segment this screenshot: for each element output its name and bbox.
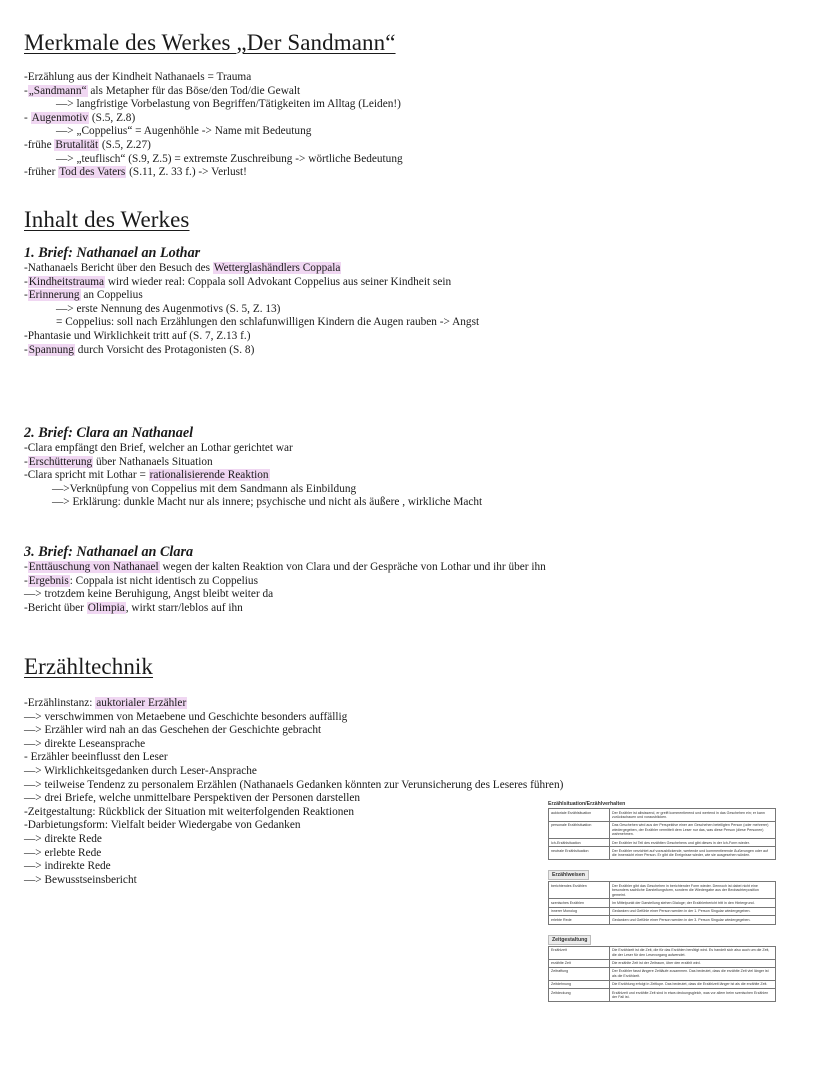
highlighted-text: Spannung xyxy=(28,343,74,356)
table-row xyxy=(549,967,776,980)
line-text: -Darbietungsform: Vielfalt beider Wiedergabe von Gedanken xyxy=(24,819,301,832)
table-zeitgestaltung xyxy=(548,946,776,1002)
table-cell-term: Ich-Erzählsituation xyxy=(549,839,610,847)
line-text: —> drei Briefe, welche unmittelbare Perspektiven der Personen darstellen xyxy=(24,792,361,805)
list-item xyxy=(24,153,814,167)
line-text: - xyxy=(24,455,28,468)
highlighted-text: Augenmotiv xyxy=(31,111,89,124)
highlighted-text: Wetterglashändlers Coppala xyxy=(213,262,341,274)
line-text: —> trotzdem keine Beruhigung, Angst bleibt weiter da xyxy=(24,588,274,601)
line-text: -Clara empfängt den Brief, welcher an Lothar gerichtet war xyxy=(24,442,293,454)
table-cell-definition: Der Erzähler verzichtet auf vorausblickende, wertende und kommentierende Äußerungen oder auf die Innensicht einer Person. Er gibt die Ereignisse wieder, wie sie ausgesehen würden. xyxy=(610,847,776,860)
line-text: —> teilweise Tendenz zu personalem Erzählen (Nathanaels Gedanken könnten zur Verunsicherung des Leseres führen) xyxy=(24,778,564,791)
table-row xyxy=(549,980,776,988)
line-text: -frühe xyxy=(24,138,55,151)
table-cell-term: Zeitdehnung xyxy=(549,980,610,988)
table-cell-term: berichtendes Erzählen xyxy=(549,882,610,899)
line-text: als Metapher für das Böse/den Tod/die Gewalt xyxy=(87,84,301,97)
line-text: - xyxy=(24,275,28,288)
line-text: —> erste Nennung des Augenmotivs (S. 5, Z. 13) xyxy=(56,302,281,315)
list-item xyxy=(24,71,814,85)
table-cell-definition: Erzählzeit und erzählte Zeit sind in etwa deckungsgleich, was vor allem beim szenischen Erzählen der Fall ist. xyxy=(610,989,776,1002)
table-row xyxy=(549,847,776,860)
line-text: über Nathanaels Situation xyxy=(93,455,213,468)
line-text: —> Wirklichkeitsgedanken durch Leser-Ansprache xyxy=(24,764,257,777)
table-row xyxy=(549,916,776,924)
line-text: —> Erklärung: dunkle Macht nur als innere; psychische und nicht als äußere , wirkliche Macht xyxy=(52,496,483,509)
line-text: (S.5, Z.27) xyxy=(99,138,151,151)
line-text: (S.5, Z.8) xyxy=(89,111,136,124)
table-cell-definition: Die Erzählung erfolgt in Zeitlupe. Das bedeutet, dass die Erzählzeit länger ist als die erzählte Zeit. xyxy=(610,980,776,988)
line-text: —> verschwimmen von Metaebene und Geschichte besonders auffällig xyxy=(24,710,348,723)
highlighted-text: Olimpia xyxy=(87,601,125,614)
table-row xyxy=(549,989,776,1002)
list-item xyxy=(24,697,814,711)
list-item xyxy=(24,561,814,575)
line-text: -früher xyxy=(24,166,59,179)
line-text: -Erzählung aus der Kindheit Nathanaels = Trauma xyxy=(24,71,252,83)
list-item xyxy=(24,139,814,153)
line-text: an Coppelius xyxy=(80,289,143,302)
table-cell-term: erzählte Zeit xyxy=(549,959,610,967)
table-cell-term: innerer Monolog xyxy=(549,907,610,915)
table-row xyxy=(549,959,776,967)
line-text: —> „Coppelius“ = Augenhöhle -> Name mit Bedeutung xyxy=(56,125,312,138)
table-group-title: Erzählsituation/Erzählverhalten xyxy=(548,801,626,807)
list-item xyxy=(24,588,814,602)
list-item xyxy=(24,751,814,765)
table-row xyxy=(549,907,776,915)
list-item xyxy=(24,125,814,139)
list-item xyxy=(24,276,814,290)
highlighted-text: Brutalität xyxy=(55,138,99,151)
highlighted-text: rationalisierende Reaktion xyxy=(149,469,269,482)
table-cell-term: szenisches Erzählen xyxy=(549,899,610,907)
line-text: —> langfristige Vorbelastung von Begriffen/Tätigkeiten im Alltag (Leiden!) xyxy=(56,98,401,111)
line-text: - xyxy=(24,561,28,573)
table-cell-definition: Der Erzähler ist Teil des erzählten Geschehens und gibt dieses in der Ich-Form wieder. xyxy=(610,839,776,847)
table-cell-definition: Der Erzähler gibt das Geschehen in berichtender Form wieder. Dennoch ist dabei nicht eine besonders sachliche Darstellungsform, sondern die Wiedergabe aus der Beobachterposition gemeint. xyxy=(610,882,776,899)
brief-3 xyxy=(24,544,814,615)
table-cell-definition: Gedanken und Gefühle einer Person werden in der 1. Person Singular wiedergegeben. xyxy=(610,907,776,915)
list-item xyxy=(24,496,814,510)
line-text: —> indirekte Rede xyxy=(24,860,111,873)
table-group-title: Erzählweisen xyxy=(548,870,589,880)
line-text: , wirkt starr/leblos auf ihn xyxy=(125,601,243,614)
reference-table xyxy=(548,800,776,1005)
table-cell-definition: Im Mittelpunkt der Darstellung stehen Dialoge; der Erzählerbericht tritt in den Hintergrund. xyxy=(610,899,776,907)
table-row xyxy=(549,809,776,822)
table-row xyxy=(549,821,776,838)
table-erzaehlsituation xyxy=(548,808,776,860)
line-text: —> direkte Leseansprache xyxy=(24,737,146,750)
line-text: —> Bewusstseinsbericht xyxy=(24,873,137,886)
line-text: wegen der kalten Reaktion von Clara und der Gespräche von Lothar und ihr über ihn xyxy=(159,561,546,573)
brief-1-heading: 1. Brief: Nathanael an Lothar xyxy=(24,245,201,261)
list-item xyxy=(24,738,814,752)
line-text: wird wieder real: Coppala soll Advokant Coppelius aus seiner Kindheit sein xyxy=(105,275,452,288)
line-text: : Coppala ist nicht identisch zu Coppelius xyxy=(69,574,258,587)
highlighted-text: „Sandmann“ xyxy=(28,84,87,97)
list-item xyxy=(24,344,814,358)
line-text: -Nathanaels Bericht über den Besuch des xyxy=(24,262,213,274)
table-group-title: Zeitgestaltung xyxy=(548,935,591,945)
line-text: —> direkte Rede xyxy=(24,832,102,845)
table-cell-definition: Gedanken und Gefühle einer Person werden in der 3. Person Singular wiedergegeben. xyxy=(610,916,776,924)
line-text: - xyxy=(24,111,31,124)
highlighted-text: Erinnerung xyxy=(28,289,80,302)
list-item xyxy=(24,602,814,616)
line-text: -Phantasie und Wirklichkeit tritt auf (S. 7, Z.13 f.) xyxy=(24,329,251,342)
line-text: -Zeitgestaltung: Rückblick der Situation mit weiterfolgenden Reaktionen xyxy=(24,805,355,818)
list-item xyxy=(24,112,814,126)
merkmale-list xyxy=(24,71,814,180)
line-text: —> erlebte Rede xyxy=(24,846,102,859)
line-text: —> Erzähler wird nah an das Geschehen der Geschichte gebracht xyxy=(24,724,322,737)
list-item xyxy=(24,456,814,470)
table-cell-definition: Der Erzähler fasst längere Zeitläufe zusammen. Das bedeutet, dass die erzählte Zeit viel länger ist als die Erzählzeit. xyxy=(610,967,776,980)
line-text: —>Verknüpfung von Coppelius mit dem Sandmann als Einbildung xyxy=(52,482,357,495)
line-text: -Bericht über xyxy=(24,601,87,614)
list-item xyxy=(24,724,814,738)
section-title-inhalt: Inhalt des Werkes xyxy=(24,207,190,232)
list-item xyxy=(24,98,814,112)
highlighted-text: Enttäuschung von Nathanael xyxy=(28,561,159,573)
list-item xyxy=(24,330,814,344)
highlighted-text: Erschütterung xyxy=(28,455,93,468)
highlighted-text: Tod des Vaters xyxy=(59,166,126,179)
list-item xyxy=(24,303,814,317)
list-item xyxy=(24,85,814,99)
list-item xyxy=(24,711,814,725)
list-item xyxy=(24,166,814,180)
line-text: - xyxy=(24,84,28,97)
list-item xyxy=(24,262,814,276)
line-text: (S.11, Z. 33 f.) -> Verlust! xyxy=(126,166,247,179)
brief-2 xyxy=(24,425,814,510)
line-text: = Coppelius: soll nach Erzählungen den schlafunwilligen Kindern die Augen rauben -> Angst xyxy=(56,316,480,329)
line-text: —> „teuflisch“ (S.9, Z.5) = extremste Zuschreibung -> wörtliche Bedeutung xyxy=(56,152,403,165)
brief-1 xyxy=(24,245,814,357)
table-cell-definition: Der Erzähler ist allwissend, er greift kommentierend und wertend in das Geschehen ein; er kann zurückschauen und vorausblicken. xyxy=(610,809,776,822)
table-cell-term: auktoriale Erzählsituation xyxy=(549,809,610,822)
section-title-merkmale: Merkmale des Werkes „Der Sandmann“ xyxy=(24,30,396,55)
line-text: - xyxy=(24,289,28,302)
list-item xyxy=(24,483,814,497)
brief-2-heading: 2. Brief: Clara an Nathanael xyxy=(24,425,194,441)
table-cell-term: Zeitdeckung xyxy=(549,989,610,1002)
table-row xyxy=(549,899,776,907)
section-title-technik: Erzähltechnik xyxy=(24,654,154,679)
list-item xyxy=(24,765,814,779)
line-text: - xyxy=(24,343,28,356)
table-cell-term: neutrale Erzählsituation xyxy=(549,847,610,860)
brief-3-heading: 3. Brief: Nathanael an Clara xyxy=(24,544,194,560)
list-item xyxy=(24,316,814,330)
highlighted-text: Kindheitstrauma xyxy=(28,275,105,288)
list-item xyxy=(24,779,814,793)
table-cell-term: Erzählzeit xyxy=(549,946,610,959)
table-row xyxy=(549,946,776,959)
line-text: -Erzählinstanz: xyxy=(24,697,96,709)
line-text: durch Vorsicht des Protagonisten (S. 8) xyxy=(74,343,255,356)
line-text: - Erzähler beeinflusst den Leser xyxy=(24,751,168,764)
list-item xyxy=(24,575,814,589)
table-erzaehlweisen xyxy=(548,881,776,924)
table-row xyxy=(549,882,776,899)
table-cell-term: personale Erzählsituation xyxy=(549,821,610,838)
list-item xyxy=(24,442,814,456)
table-cell-definition: Die Erzählzeit ist die Zeit, die für das Erzählen benötigt wird. Es handelt sich also auch um die Zeit, die der Leser für den Lesevorgang aufwendet. xyxy=(610,946,776,959)
highlighted-text: auktorialer Erzähler xyxy=(96,697,187,709)
table-cell-term: erlebte Rede xyxy=(549,916,610,924)
table-cell-definition: Das Geschehen wird aus der Perspektive einer am Geschehen beteiligten Person (oder mehrerer) wiedergegeben, der Erzähler vermittelt dem Leser nur das, was diese Person (diese Personen) wahrnehmen. xyxy=(610,821,776,838)
list-item xyxy=(24,289,814,303)
list-item xyxy=(24,469,814,483)
table-cell-definition: Die erzählte Zeit ist der Zeitraum, über den erzählt wird. xyxy=(610,959,776,967)
line-text: -Clara spricht mit Lothar = xyxy=(24,469,149,482)
table-cell-term: Zeitraffung xyxy=(549,967,610,980)
table-row xyxy=(549,839,776,847)
line-text: - xyxy=(24,574,28,587)
highlighted-text: Ergebnis xyxy=(28,574,69,587)
